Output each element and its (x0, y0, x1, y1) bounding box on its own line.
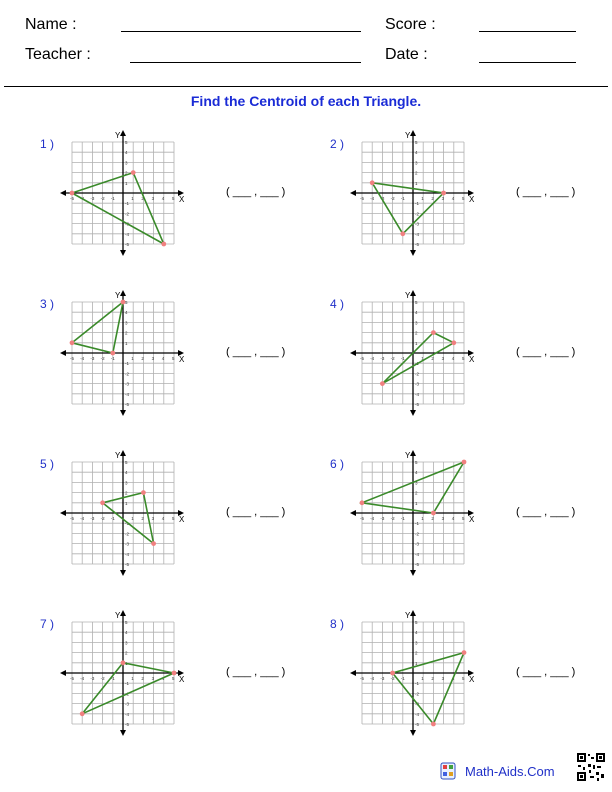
problem-1 (0, 126, 306, 286)
y-tick-label: 5 (125, 460, 128, 465)
x-tick-label: 3 (441, 356, 445, 361)
x-tick-label: -5 (70, 516, 75, 521)
vertex-point (110, 351, 115, 356)
axis-arrow (410, 290, 416, 296)
x-tick-label: 4 (451, 676, 455, 681)
axis-arrow (410, 410, 416, 416)
site-name[interactable]: Math-Aids.Com (465, 764, 555, 779)
y-tick-label: -4 (415, 391, 420, 397)
y-tick-label: 4 (125, 310, 128, 316)
y-tick-label: 1 (125, 180, 128, 186)
x-tick-label: -3 (380, 516, 385, 521)
y-tick-label: -1 (415, 201, 420, 207)
x-axis-label: X (179, 675, 185, 684)
answer-blank[interactable]: ( ___ , ___ ) (516, 346, 576, 358)
problem-number: 2 ) (330, 137, 345, 151)
answer-blank[interactable]: ( ___ , ___ ) (226, 186, 286, 198)
triangle (390, 650, 464, 724)
axis-arrow (410, 610, 416, 616)
vertex-point (462, 650, 467, 655)
vertex-point (370, 180, 375, 185)
x-tick-label: 3 (151, 516, 155, 521)
x-tick-label: -2 (390, 676, 395, 681)
y-tick-label: 2 (415, 490, 418, 496)
y-axis-label: Y (115, 291, 121, 300)
vertex-point (151, 541, 156, 546)
axis-arrow (60, 190, 66, 196)
problem-3 (0, 286, 306, 446)
x-tick-label: 5 (462, 516, 465, 521)
x-tick-label: -4 (370, 356, 375, 361)
header-separator (4, 86, 608, 87)
y-tick-label: -4 (415, 551, 420, 557)
y-tick-label: -5 (125, 402, 130, 407)
x-tick-label: 5 (172, 676, 175, 681)
answer-blank[interactable]: ( ___ , ___ ) (226, 346, 286, 358)
x-tick-label: -4 (370, 516, 375, 521)
y-axis-label: Y (115, 131, 121, 140)
vertex-point (380, 381, 385, 386)
x-tick-label: -5 (360, 676, 365, 681)
x-tick-label: -5 (360, 356, 365, 361)
x-axis-label: X (179, 195, 185, 204)
y-tick-label: 3 (125, 640, 128, 646)
axis-arrow (410, 250, 416, 256)
y-tick-label: 1 (125, 660, 128, 666)
y-tick-label: 2 (125, 490, 128, 496)
axis-arrow (410, 130, 416, 136)
vertex-point (161, 242, 166, 247)
y-tick-label: 3 (415, 480, 418, 486)
vertex-point (70, 191, 75, 196)
score-line[interactable] (479, 31, 576, 32)
y-axis-label: Y (405, 131, 411, 140)
y-tick-label: 5 (415, 460, 418, 465)
x-tick-label: 1 (131, 676, 134, 681)
vertex-point (431, 511, 436, 516)
x-tick-label: -2 (390, 196, 395, 201)
x-tick-label: -3 (380, 196, 385, 201)
y-tick-label: 1 (415, 660, 418, 666)
x-tick-label: 1 (421, 516, 424, 521)
axis-arrow (350, 510, 356, 516)
teacher-label: Teacher : (25, 46, 91, 63)
vertex-point (141, 490, 146, 495)
vertex-point (121, 300, 126, 305)
score-label: Score : (385, 16, 436, 33)
x-axis-label: X (469, 675, 475, 684)
y-tick-label: 2 (415, 650, 418, 656)
answer-blank[interactable]: ( ___ , ___ ) (516, 186, 576, 198)
y-tick-label: -3 (415, 381, 420, 387)
y-axis-label: Y (115, 611, 121, 620)
problem-7 (0, 606, 306, 766)
problem-number: 7 ) (40, 617, 55, 631)
y-tick-label: 2 (125, 170, 128, 176)
y-tick-label: -3 (415, 701, 420, 707)
x-tick-label: -5 (70, 356, 75, 361)
y-tick-label: -2 (125, 531, 130, 537)
x-tick-label: -2 (100, 356, 105, 361)
y-tick-label: -1 (125, 521, 130, 527)
name-label: Name : (25, 16, 77, 33)
vertex-point (431, 722, 436, 727)
y-tick-label: 4 (125, 470, 128, 476)
y-tick-label: 5 (125, 620, 128, 625)
y-tick-label: -3 (125, 701, 130, 707)
x-axis-label: X (469, 515, 475, 524)
y-tick-label: -3 (125, 381, 130, 387)
x-tick-label: 5 (172, 516, 175, 521)
y-tick-label: 3 (125, 160, 128, 166)
y-tick-label: -5 (415, 242, 420, 247)
x-tick-label: -1 (110, 516, 115, 521)
x-tick-label: -3 (90, 676, 95, 681)
answer-blank[interactable]: ( ___ , ___ ) (226, 666, 286, 678)
y-tick-label: -3 (125, 221, 130, 227)
x-tick-label: 4 (451, 196, 455, 201)
y-tick-label: -1 (415, 521, 420, 527)
vertex-point (462, 460, 467, 465)
y-axis-label: Y (405, 451, 411, 460)
y-tick-label: 4 (415, 150, 418, 156)
answer-blank[interactable]: ( ___ , ___ ) (516, 506, 576, 518)
x-tick-label: -2 (390, 516, 395, 521)
vertex-point (100, 500, 105, 505)
axis-arrow (120, 130, 126, 136)
answer-blank[interactable]: ( ___ , ___ ) (516, 666, 576, 678)
x-tick-label: -1 (110, 356, 115, 361)
y-tick-label: 5 (125, 300, 128, 305)
y-tick-label: 4 (415, 630, 418, 636)
y-tick-label: 4 (415, 470, 418, 476)
vertex-point (431, 330, 436, 335)
x-tick-label: 3 (441, 196, 445, 201)
coordinate-grid (58, 446, 218, 586)
x-tick-label: -1 (110, 196, 115, 201)
x-tick-label: -4 (80, 196, 85, 201)
y-tick-label: 3 (125, 320, 128, 326)
date-label: Date : (385, 46, 428, 63)
y-tick-label: 4 (125, 150, 128, 156)
y-tick-label: -2 (125, 371, 130, 377)
y-tick-label: 2 (415, 330, 418, 336)
x-tick-label: -1 (400, 356, 405, 361)
y-tick-label: -1 (125, 681, 130, 687)
x-tick-label: -2 (100, 676, 105, 681)
vertex-point (80, 711, 85, 716)
x-tick-label: 3 (151, 196, 155, 201)
y-tick-label: 3 (415, 160, 418, 166)
problem-number: 5 ) (40, 457, 55, 471)
y-tick-label: 5 (415, 300, 418, 305)
x-axis-label: X (469, 195, 475, 204)
axis-arrow (120, 730, 126, 736)
x-tick-label: 1 (421, 196, 424, 201)
y-tick-label: -2 (415, 691, 420, 697)
x-tick-label: -4 (80, 676, 85, 681)
vertex-point (70, 340, 75, 345)
y-tick-label: -4 (125, 391, 130, 397)
x-tick-label: 2 (431, 676, 434, 681)
x-tick-label: 2 (141, 196, 144, 201)
y-tick-label: 5 (415, 140, 418, 145)
y-tick-label: -5 (415, 562, 420, 567)
x-tick-label: 5 (462, 356, 465, 361)
problem-2 (290, 126, 596, 286)
vertex-point (390, 671, 395, 676)
y-axis-label: Y (405, 291, 411, 300)
y-tick-label: -1 (125, 361, 130, 367)
vertex-point (441, 191, 446, 196)
date-line[interactable] (479, 62, 576, 63)
worksheet-title: Find the Centroid of each Triangle. (190, 93, 422, 109)
y-tick-label: -5 (125, 722, 130, 727)
x-tick-label: 5 (172, 196, 175, 201)
x-tick-label: 2 (431, 356, 434, 361)
qr-code-icon (576, 752, 606, 782)
x-tick-label: 5 (462, 196, 465, 201)
y-tick-label: -5 (125, 242, 130, 247)
answer-blank[interactable]: ( ___ , ___ ) (226, 506, 286, 518)
y-tick-label: -5 (415, 722, 420, 727)
y-tick-label: -4 (125, 231, 130, 237)
x-tick-label: -2 (100, 516, 105, 521)
problem-number: 6 ) (330, 457, 345, 471)
y-tick-label: -2 (415, 371, 420, 377)
y-tick-label: -2 (125, 211, 130, 217)
y-axis-label: Y (405, 611, 411, 620)
x-tick-label: 3 (151, 676, 155, 681)
x-tick-label: 4 (451, 356, 455, 361)
problem-6 (290, 446, 596, 606)
y-tick-label: -2 (125, 691, 130, 697)
problem-5 (0, 446, 306, 606)
problem-4 (290, 286, 596, 446)
x-tick-label: -3 (380, 676, 385, 681)
y-tick-label: 4 (415, 310, 418, 316)
axis-arrow (120, 570, 126, 576)
y-tick-label: 5 (415, 620, 418, 625)
calculator-icon (440, 762, 456, 780)
axis-arrow (350, 670, 356, 676)
vertex-point (400, 231, 405, 236)
y-tick-label: -3 (415, 541, 420, 547)
x-tick-label: 4 (451, 516, 455, 521)
y-tick-label: -1 (125, 201, 130, 207)
x-tick-label: -5 (70, 196, 75, 201)
x-tick-label: -4 (370, 196, 375, 201)
x-tick-label: -2 (390, 356, 395, 361)
x-tick-label: -5 (70, 676, 75, 681)
x-tick-label: -3 (90, 356, 95, 361)
x-tick-label: 4 (161, 676, 165, 681)
x-tick-label: 4 (161, 516, 165, 521)
triangle (372, 180, 443, 234)
x-axis-label: X (179, 515, 185, 524)
problem-number: 3 ) (40, 297, 55, 311)
x-tick-label: 2 (141, 516, 144, 521)
x-tick-label: -3 (380, 356, 385, 361)
x-tick-label: -5 (360, 196, 365, 201)
x-tick-label: -4 (80, 356, 85, 361)
x-tick-label: -1 (400, 676, 405, 681)
x-tick-label: 1 (131, 516, 134, 521)
y-tick-label: -3 (125, 541, 130, 547)
problem-number: 1 ) (40, 137, 55, 151)
coordinate-grid (348, 446, 508, 586)
x-axis-label: X (469, 355, 475, 364)
y-tick-label: 3 (415, 640, 418, 646)
x-tick-label: -1 (400, 516, 405, 521)
coordinate-grid (58, 286, 218, 426)
axis-arrow (60, 510, 66, 516)
vertex-point (121, 660, 126, 665)
y-tick-label: 5 (125, 140, 128, 145)
y-tick-label: -4 (415, 231, 420, 237)
y-tick-label: 3 (125, 480, 128, 486)
name-line[interactable] (121, 31, 361, 32)
y-tick-label: -2 (415, 211, 420, 217)
x-tick-label: 5 (172, 356, 175, 361)
y-tick-label: -5 (415, 402, 420, 407)
teacher-line[interactable] (130, 62, 361, 63)
x-tick-label: 2 (431, 516, 434, 521)
axis-arrow (120, 450, 126, 456)
axis-arrow (410, 570, 416, 576)
coordinate-grid (58, 126, 218, 266)
vertex-point (360, 500, 365, 505)
y-tick-label: 1 (125, 500, 128, 506)
x-tick-label: -2 (100, 196, 105, 201)
y-tick-label: 1 (125, 340, 128, 346)
x-tick-label: 2 (141, 356, 144, 361)
x-tick-label: 1 (131, 356, 134, 361)
problem-8 (290, 606, 596, 766)
y-tick-label: 1 (415, 340, 418, 346)
axis-arrow (120, 410, 126, 416)
vertex-point (172, 671, 177, 676)
x-tick-label: 5 (462, 676, 465, 681)
y-tick-label: 4 (125, 630, 128, 636)
x-tick-label: 2 (141, 676, 144, 681)
y-tick-label: 1 (415, 500, 418, 506)
y-tick-label: -4 (415, 711, 420, 717)
problem-number: 4 ) (330, 297, 345, 311)
x-tick-label: 1 (421, 676, 424, 681)
y-tick-label: -1 (415, 681, 420, 687)
axis-arrow (120, 290, 126, 296)
axis-arrow (350, 350, 356, 356)
x-tick-label: 4 (161, 196, 165, 201)
vertex-point (451, 340, 456, 345)
x-tick-label: 3 (151, 356, 155, 361)
y-tick-label: -2 (415, 531, 420, 537)
x-tick-label: -4 (370, 676, 375, 681)
y-tick-label: -3 (415, 221, 420, 227)
x-tick-label: -1 (400, 196, 405, 201)
axis-arrow (60, 670, 66, 676)
x-tick-label: -5 (360, 516, 365, 521)
y-tick-label: -5 (125, 562, 130, 567)
x-tick-label: 1 (421, 356, 424, 361)
x-tick-label: 2 (431, 196, 434, 201)
x-tick-label: 1 (131, 196, 134, 201)
axis-arrow (350, 190, 356, 196)
x-tick-label: 3 (441, 676, 445, 681)
x-axis-label: X (179, 355, 185, 364)
x-tick-label: -4 (80, 516, 85, 521)
triangle (72, 302, 123, 353)
y-axis-label: Y (115, 451, 121, 460)
y-tick-label: 2 (125, 650, 128, 656)
y-tick-label: -4 (125, 711, 130, 717)
problem-number: 8 ) (330, 617, 345, 631)
x-tick-label: -3 (90, 196, 95, 201)
triangle (72, 170, 164, 244)
axis-arrow (410, 450, 416, 456)
x-tick-label: 4 (161, 356, 165, 361)
axis-arrow (120, 610, 126, 616)
coordinate-grid (348, 606, 508, 746)
x-tick-label: 3 (441, 516, 445, 521)
y-tick-label: 3 (415, 320, 418, 326)
axis-arrow (410, 730, 416, 736)
y-tick-label: 1 (415, 180, 418, 186)
axis-arrow (120, 250, 126, 256)
y-tick-label: -1 (415, 361, 420, 367)
y-tick-label: 2 (415, 170, 418, 176)
vertex-point (131, 170, 136, 175)
x-tick-label: -1 (110, 676, 115, 681)
axis-arrow (60, 350, 66, 356)
y-tick-label: -4 (125, 551, 130, 557)
x-tick-label: -3 (90, 516, 95, 521)
coordinate-grid (348, 126, 508, 266)
coordinate-grid (58, 606, 218, 746)
coordinate-grid (348, 286, 508, 426)
y-tick-label: 2 (125, 330, 128, 336)
